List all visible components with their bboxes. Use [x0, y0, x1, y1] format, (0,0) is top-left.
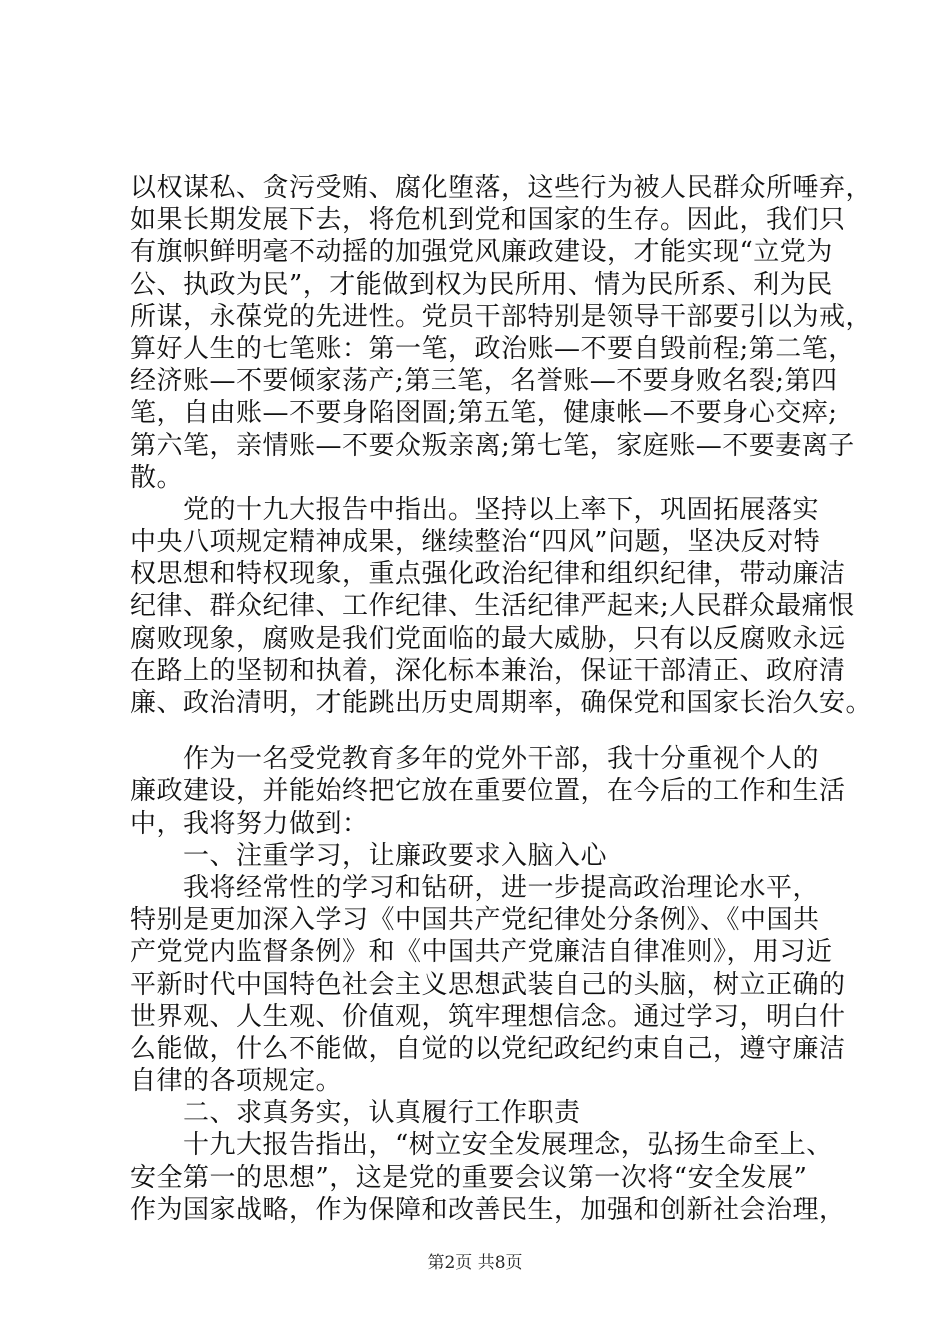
text-line: 散。 [130, 462, 184, 493]
text-line: 腐败现象，腐败是我们党面临的最大威胁，只有以反腐败永远 [130, 623, 846, 654]
text-line: 有旗帜鲜明毫不动摇的加强党风廉政建设，才能实现“立党为 [130, 237, 833, 268]
section-heading: 二、求真务实，认真履行工作职责 [130, 1098, 581, 1129]
paragraph-3 [130, 743, 846, 1226]
text-line: 第六笔，亲情账—不要众叛亲离;第七笔，家庭账—不要妻离子 [130, 430, 855, 461]
text-line: 世界观、人生观、价值观，筑牢理想信念。通过学习，明白什 [130, 1001, 846, 1032]
text-line: 平新时代中国特色社会主义思想武装自己的头脑，树立正确的 [130, 969, 846, 1000]
document-body [130, 172, 873, 1226]
paragraph-2 [130, 494, 873, 719]
text-line: 我将经常性的学习和钻研，进一步提高政治理论水平， [130, 872, 820, 903]
text-line: 作为国家战略，作为保障和改善民生，加强和创新社会治理， [130, 1194, 846, 1225]
text-line: 如果长期发展下去，将危机到党和国家的生存。因此，我们只 [130, 205, 846, 236]
text-line: 十九大报告指出，“树立安全发展理念，弘扬生命至上、 [130, 1130, 833, 1161]
text-line: 党的十九大报告中指出。坚持以上率下，巩固拓展落实 [130, 494, 820, 525]
text-line: 自律的各项规定。 [130, 1066, 343, 1097]
text-line: 所谋，永葆党的先进性。党员干部特别是领导干部要引以为戒， [130, 301, 873, 332]
page-footer: 第2页 共8页 [427, 1253, 523, 1273]
text-line: 廉政建设，并能始终把它放在重要位置，在今后的工作和生活 [130, 776, 846, 807]
paragraph-gap [130, 719, 830, 743]
text-line: 经济账—不要倾家荡产;第三笔，名誉账—不要身败名裂;第四 [130, 366, 838, 397]
paragraph-1 [130, 172, 873, 494]
text-line: 权思想和特权现象，重点强化政治纪律和组织纪律，带动廉洁 [130, 559, 846, 590]
text-line: 产党党内监督条例》和《中国共产党廉洁自律准则》，用习近 [130, 937, 833, 968]
text-line: 算好人生的七笔账：第一笔，政治账—不要自毁前程;第二笔， [130, 333, 855, 364]
text-line: 中，我将努力做到： [130, 808, 369, 839]
text-line: 安全第一的思想”，这是党的重要会议第一次将“安全发展” [130, 1162, 808, 1193]
text-line: 廉、政治清明，才能跳出历史周期率，确保党和国家长治久安。 [130, 688, 873, 718]
text-line: 作为一名受党教育多年的党外干部，我十分重视个人的 [130, 744, 820, 775]
text-line: 笔，自由账—不要身陷囹圄;第五笔，健康帐—不要身心交瘁; [130, 398, 838, 429]
text-line: 么能做，什么不能做，自觉的以党纪政纪约束自己，遵守廉洁 [130, 1033, 846, 1064]
text-line: 中央八项规定精神成果，继续整治“四风”问题，坚决反对特 [130, 527, 821, 558]
text-line: 在路上的坚韧和执着，深化标本兼治，保证干部清正、政府清 [130, 655, 846, 686]
text-line: 特别是更加深入学习《中国共产党纪律处分条例》、《中国共 [130, 905, 820, 936]
text-line: 公、执政为民”，才能做到权为民所用、情为民所系、利为民 [130, 269, 833, 300]
text-line: 纪律、群众纪律、工作纪律、生活纪律严起来;人民群众最痛恨 [130, 591, 855, 622]
section-heading: 一、注重学习，让廉政要求入脑入心 [130, 840, 608, 871]
text-line: 以权谋私、贪污受贿、腐化堕落，这些行为被人民群众所唾弃， [130, 173, 873, 203]
